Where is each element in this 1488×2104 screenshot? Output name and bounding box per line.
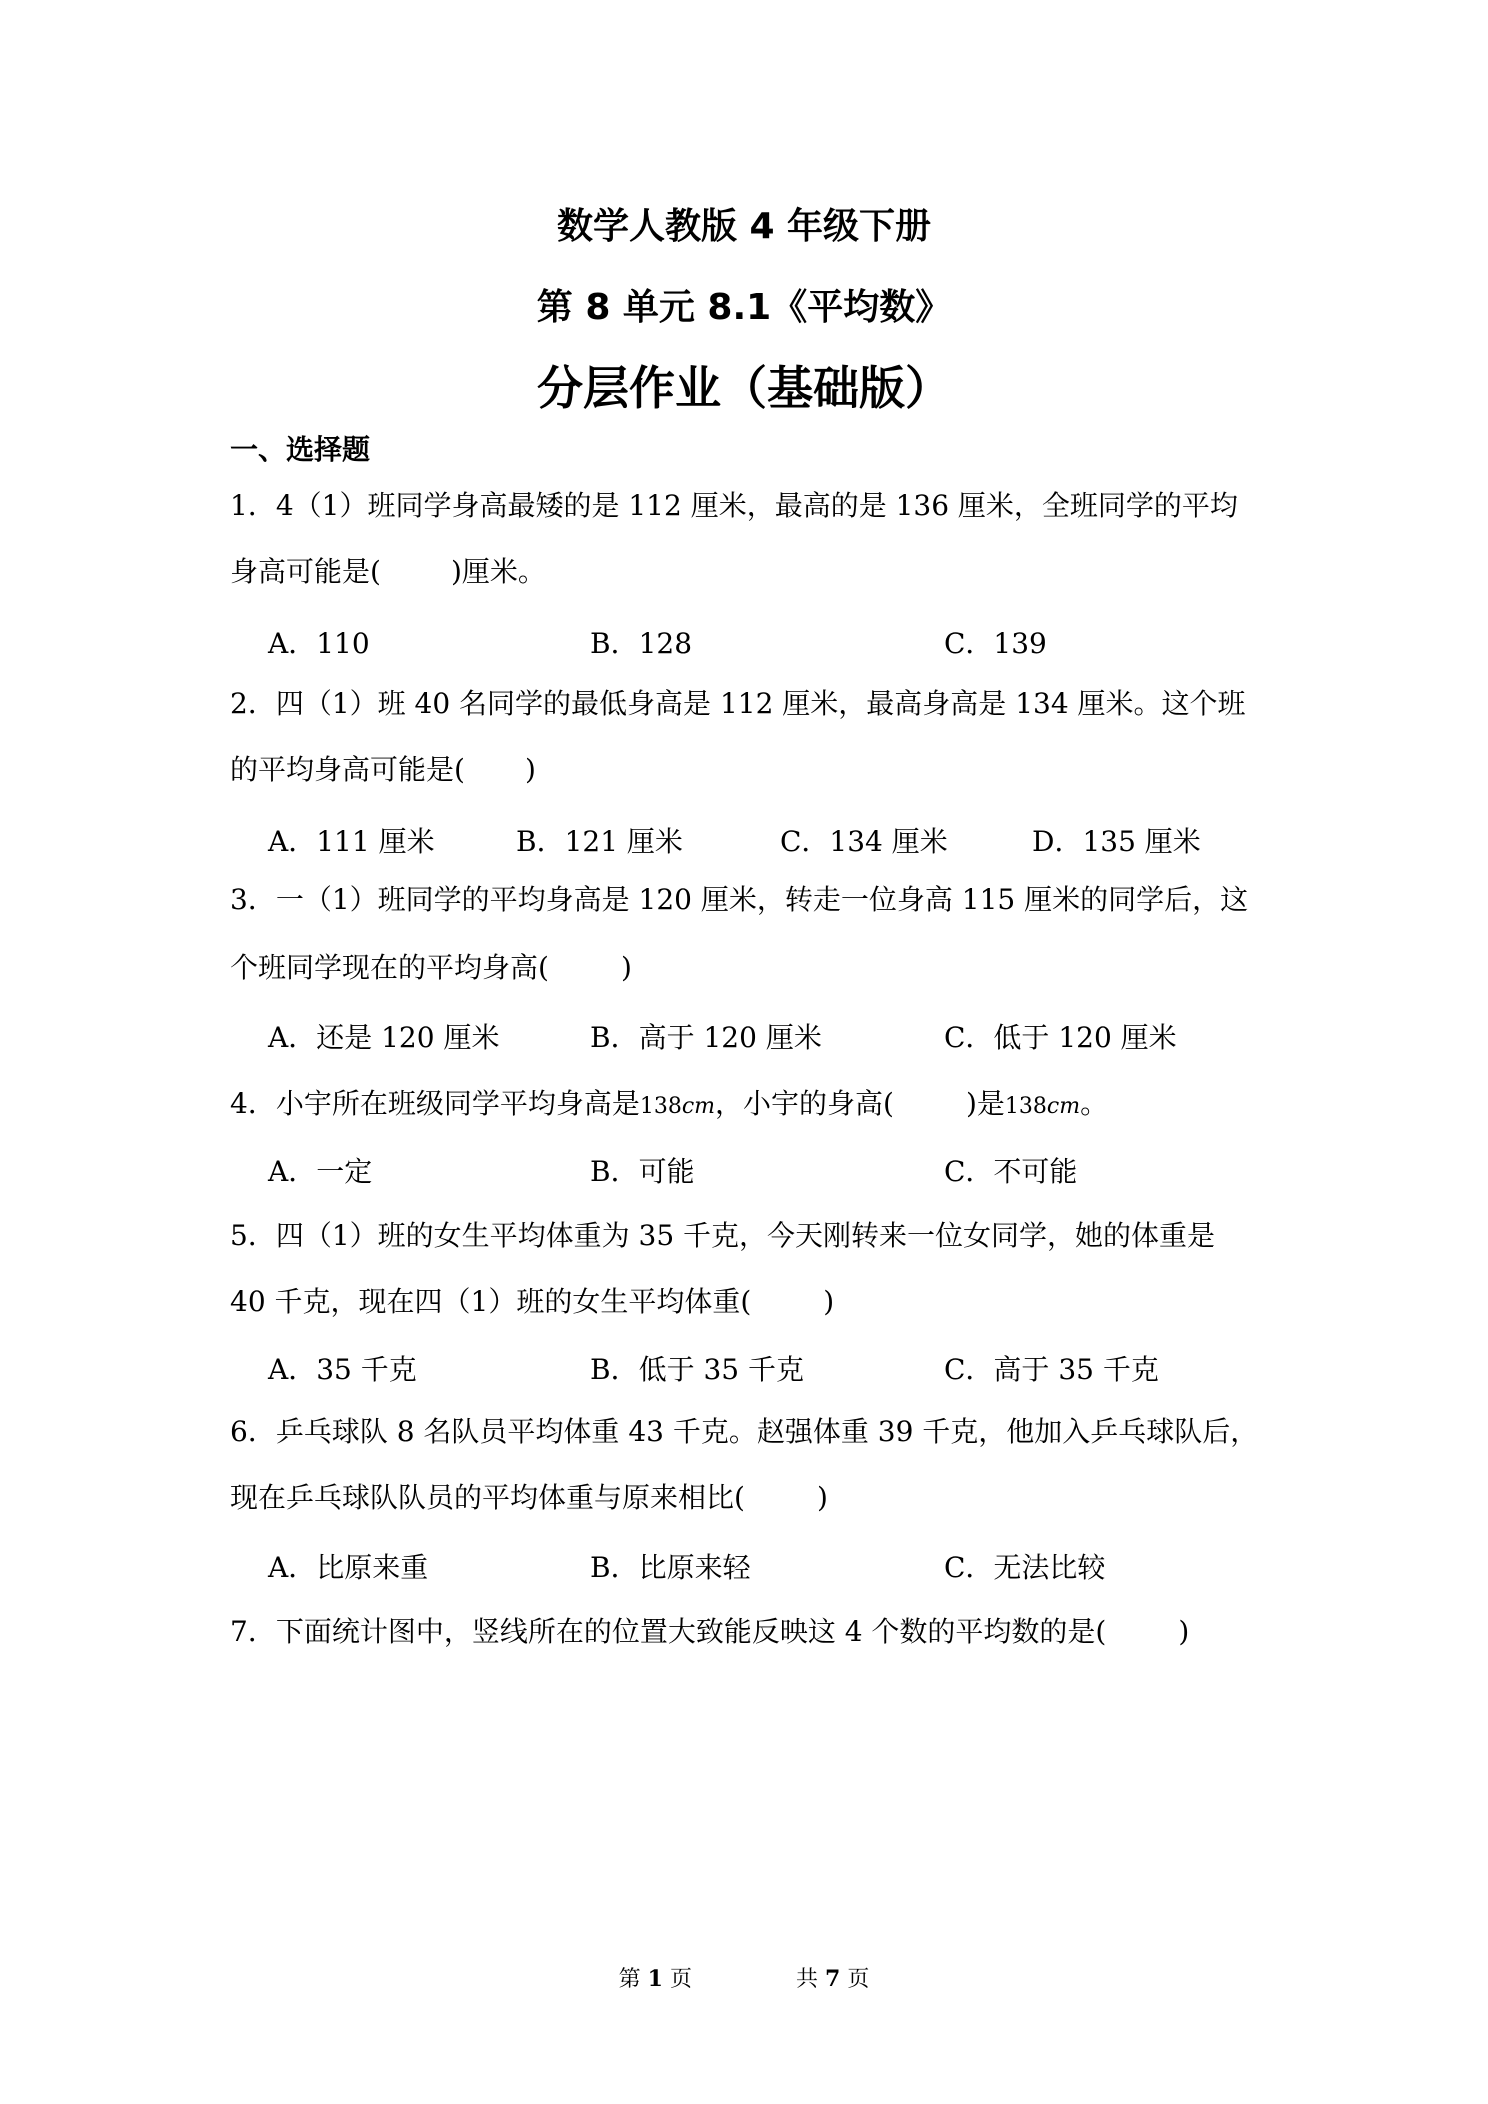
question-1-line-1: 1．4（1）班同学身高最矮的是 112 厘米，最高的是 136 厘米，全班同学的平均 bbox=[230, 489, 1238, 522]
page-label: 第 bbox=[618, 1967, 641, 1992]
option-a: A．35 千克 bbox=[268, 1353, 417, 1386]
total-label: 共 bbox=[796, 1967, 819, 1992]
height-value: 138 bbox=[639, 1094, 682, 1119]
page-number: 1 bbox=[647, 1966, 663, 1992]
height-value: 138 bbox=[1004, 1094, 1047, 1119]
option-c: C．134 厘米 bbox=[780, 825, 948, 858]
question-2-line-1: 2．四（1）班 40 名同学的最低身高是 112 厘米，最高身高是 134 厘米。这个班 bbox=[230, 687, 1246, 720]
question-text: 40 千克，现在四（1）班的女生平均体重( bbox=[230, 1285, 752, 1318]
option-b: B．低于 35 千克 bbox=[590, 1353, 805, 1386]
question-3-line-2 bbox=[230, 948, 632, 988]
question-text: 7．下面统计图中，竖线所在的位置大致能反映这 4 个数的平均数的是( bbox=[230, 1615, 1107, 1648]
unit-cm: cm bbox=[681, 1094, 716, 1119]
option-b: B．121 厘米 bbox=[516, 825, 683, 858]
option-a: A．110 bbox=[268, 627, 370, 660]
question-7-line-1 bbox=[230, 1612, 1189, 1652]
option-c: C．高于 35 千克 bbox=[944, 1353, 1159, 1386]
question-text: ) bbox=[1178, 1615, 1190, 1648]
question-2-line-2 bbox=[230, 750, 536, 790]
question-3-line-1: 3．一（1）班同学的平均身高是 120 厘米，转走一位身高 115 厘米的同学后，这 bbox=[230, 883, 1249, 916]
question-text: )是 bbox=[965, 1087, 1005, 1120]
option-b: B．可能 bbox=[590, 1155, 695, 1188]
option-c: C．无法比较 bbox=[944, 1551, 1106, 1584]
question-text: 现在乒乓球队队员的平均体重与原来相比( bbox=[230, 1481, 745, 1514]
question-text: ，小宇的身高( bbox=[715, 1087, 894, 1120]
total-pages: 7 bbox=[825, 1966, 841, 1992]
question-5-line-1: 5．四（1）班的女生平均体重为 35 千克，今天刚转来一位女同学，她的体重是 bbox=[230, 1219, 1216, 1252]
option-d: D．135 厘米 bbox=[1032, 825, 1201, 858]
question-4-line-1 bbox=[230, 1084, 1108, 1127]
question-text: ) bbox=[823, 1285, 835, 1318]
option-b: B．比原来轻 bbox=[590, 1551, 751, 1584]
option-b: B．高于 120 厘米 bbox=[590, 1021, 822, 1054]
question-text: 的平均身高可能是( bbox=[230, 753, 465, 786]
question-text: 4．小宇所在班级同学平均身高是 bbox=[230, 1087, 640, 1120]
option-a: A．111 厘米 bbox=[268, 825, 435, 858]
section-heading: 一、选择题 bbox=[230, 433, 371, 466]
question-text: 身高可能是( bbox=[230, 555, 381, 588]
question-text: 。 bbox=[1080, 1087, 1109, 1120]
question-6-line-2 bbox=[230, 1478, 828, 1518]
question-text: 个班同学现在的平均身高( bbox=[230, 951, 549, 984]
question-text: ) bbox=[524, 753, 536, 786]
question-text: ) bbox=[620, 951, 632, 984]
question-text: ) bbox=[816, 1481, 828, 1514]
total-label: 页 bbox=[847, 1967, 870, 1992]
document-title: 数学人教版 4 年级下册 bbox=[556, 206, 932, 247]
question-5-line-2 bbox=[230, 1282, 834, 1322]
option-a: A．一定 bbox=[268, 1155, 373, 1188]
worksheet-title: 分层作业（基础版） bbox=[537, 361, 951, 415]
option-a: A．比原来重 bbox=[268, 1551, 429, 1584]
question-text: )厘米。 bbox=[450, 555, 546, 588]
unit-cm: cm bbox=[1046, 1094, 1081, 1119]
question-1-line-2 bbox=[230, 552, 546, 592]
option-c: C．139 bbox=[944, 627, 1047, 660]
option-b: B．128 bbox=[590, 627, 693, 660]
option-c: C．低于 120 厘米 bbox=[944, 1021, 1177, 1054]
question-6-line-1: 6．乒乓球队 8 名队员平均体重 43 千克。赵强体重 39 千克，他加入乒乓球队后， bbox=[230, 1415, 1259, 1448]
option-c: C．不可能 bbox=[944, 1155, 1078, 1188]
option-a: A．还是 120 厘米 bbox=[268, 1021, 500, 1054]
page-label: 页 bbox=[669, 1967, 692, 1992]
unit-title: 第 8 单元 8.1《平均数》 bbox=[536, 287, 952, 328]
page-footer bbox=[0, 1962, 1488, 1993]
